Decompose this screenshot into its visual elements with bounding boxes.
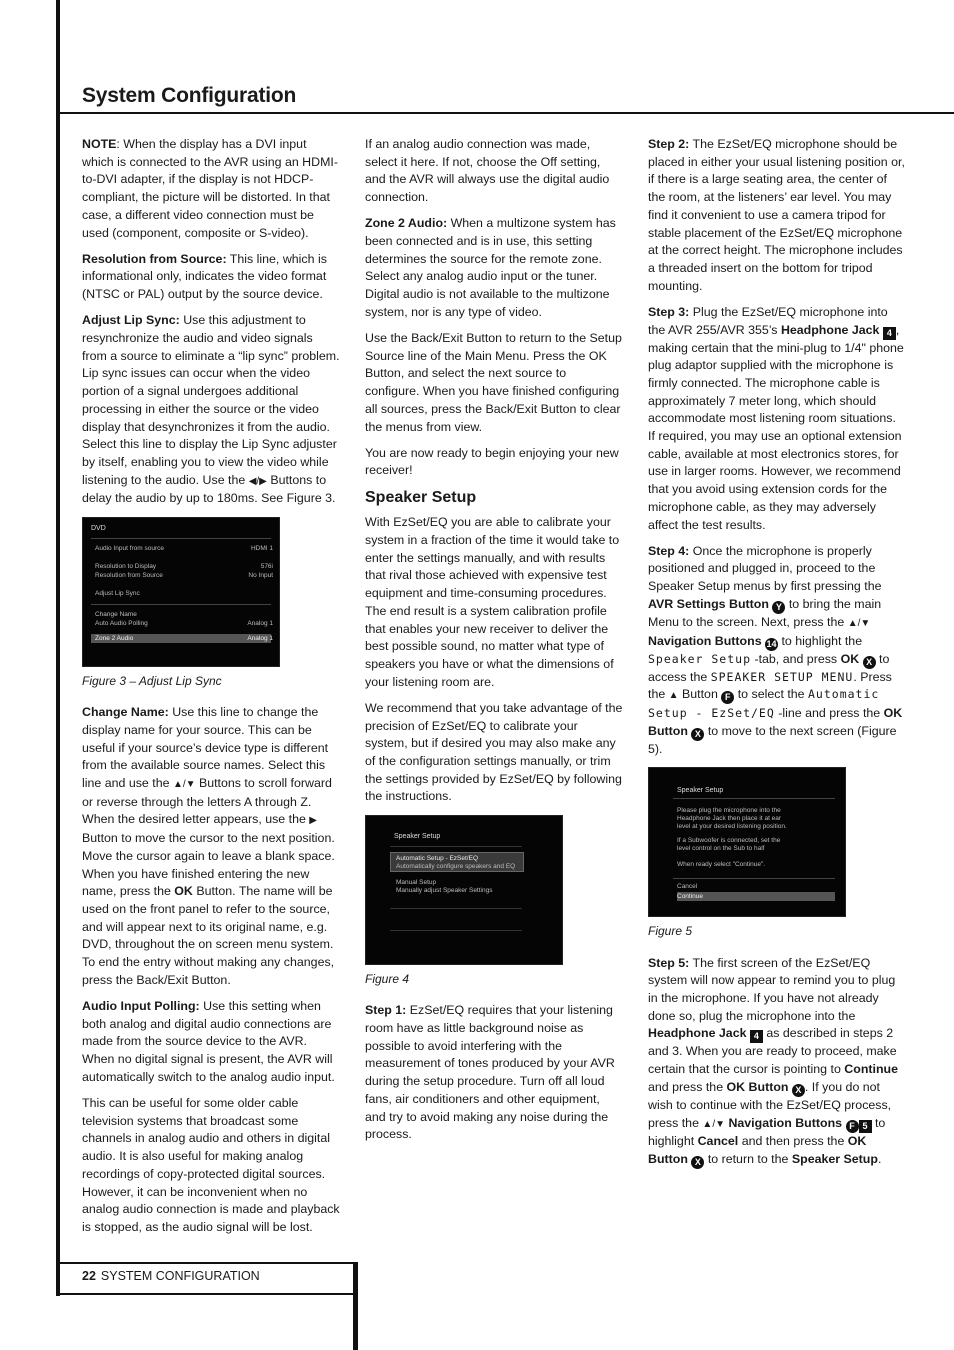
page-title: System Configuration <box>82 84 297 107</box>
analog-paragraph: If an analog audio connection was made, select it here. If not, choose the Off setting, and the AVR will always use the digital audio connection. <box>365 137 610 205</box>
polling-paragraph: Audio Input Polling: Use this setting when both analog and digital audio connections are made from the source device to the AVR. When no digital signal is present, the AVR will automatically switch to the analog audio input. <box>82 999 335 1084</box>
menu-row: Adjust Lip Sync <box>95 589 140 597</box>
ready-paragraph: You are now ready to begin enjoying your new receiver! <box>365 445 619 478</box>
figure-5-screenshot: Speaker Setup Please plug the microphone into the Headphone Jack then place it at ear level at your desired listening position. If a Subwoofer is connected, set the level control on the Sub to half When ready select "Continue". Cancel Continue <box>648 767 846 917</box>
footer-rule-top <box>56 1262 356 1264</box>
key-5-icon: 5 <box>859 1120 872 1133</box>
step-4-paragraph: Step 4: Once the microphone is properly positioned and plugged in, proceed to the Speaker Setup menus by first pressing the AVR Settings Button Y to bring the main Menu to the screen. Next, press the ▲/▼ Navigation Buttons 14 to highlight the Speaker Setup -tab, and press OK X to access the SPEAKER SETUP MENU. Press the ▲ Button F to select the Automatic Setup - EzSet/EQ -line and press the OK Button X to move to the next screen (Figure 5). <box>648 543 903 756</box>
column-1 <box>82 136 340 1245</box>
key-f-icon: F <box>846 1120 859 1133</box>
footer-vertical-bar <box>353 1262 358 1350</box>
up-arrow-icon: ▲ <box>668 690 679 702</box>
key-4-icon: 4 <box>883 327 896 340</box>
ezset-intro-paragraph: With EzSet/EQ you are able to calibrate your system in a fraction of the time it would take to enter the settings manually, and with results that rival those achieved with expensive test equipment and time-consuming procedures. The end result is a system calibration profile that enables your new receiver to deliver the best possible sound, no matter what type of speakers you have or what the dimensions of your listening room are. <box>365 515 620 689</box>
figure-4-screenshot: Speaker Setup Automatic Setup - EzSet/EQ Automatically configure speakers and EQ Manual Setup Manually adjust Speaker Settings <box>365 815 563 965</box>
menu-row-selected: Zone 2 Audio Analog 1 <box>95 634 273 642</box>
key-f-icon: F <box>721 691 734 704</box>
column-2 <box>365 136 623 1152</box>
back-exit-paragraph: Use the Back/Exit Button to return to the Setup Source line of the Main Menu. Press the OK Button, and select the next source to configure. When you have finished configuring all sources, press the Back/Exit Button to clear the menus from view. <box>365 331 622 434</box>
menu-row: Resolution to Display 576i <box>95 562 273 570</box>
up-down-arrows-icon: ▲/▼ <box>172 779 196 791</box>
column-3 <box>648 136 906 1177</box>
resolution-paragraph: Resolution from Source: This line, which is informational only, indicates the video format (NTSC or PAL) output by the source device. <box>82 251 327 302</box>
figure-4-caption: Figure 4 <box>365 971 410 986</box>
up-down-arrows-icon: ▲/▼ <box>847 617 871 629</box>
step-1-paragraph: Step 1: EzSet/EQ requires that your listening room have as little background noise as possible to avoid interfering with the measurement of tones produced by your AVR during the setup procedure. Turn off all loud fans, air conditioners and other equipment, and try to avoid making any noise during the process. <box>365 1003 615 1142</box>
footer-section: SYSTEM CONFIGURATION <box>100 1269 260 1283</box>
lip-sync-paragraph: Adjust Lip Sync: Use this adjustment to resynchronize the audio and video signals from a source to eliminate a “lip sync” problem. Lip sync issues can occur when the video portion of a signal undergoes additional processing in either the source or the video display that desynchronizes it from the audio. Select this line to display the Lip Sync adjuster by itself, enabling you to view the video while listening to the audio. Use the ◀/▶ Buttons to delay the audio by up to 180ms. See Figure 3. <box>82 313 340 506</box>
left-margin-bar <box>56 0 60 1296</box>
figure-3-caption: Figure 3 – Adjust Lip Sync <box>82 673 222 688</box>
step-3-paragraph: Step 3: Plug the EzSet/EQ microphone into the AVR 255/AVR 355’s Headphone Jack 4 , making certain that the mini-plug to 1/4" phone plug adaptor supplied with the microphone is firmly connected. The microphone cable is approximately 7 meter long, which should accommodate most listening room situations. If required, you may use an optional extension cable, available at most electronics stores, for use in larger rooms. However, we recommend that you avoid using extension cords for the microphone cable, as they may adversely affect the test results. <box>648 304 904 532</box>
page-number: 22 <box>82 1269 96 1283</box>
key-x-icon: X <box>691 728 704 741</box>
menu-row: Audio Input from source HDMI 1 <box>95 544 273 552</box>
menu-row: Auto Audio Polling Analog 1 <box>95 619 273 627</box>
key-y-icon: Y <box>772 601 785 614</box>
figure-3-screenshot: DVD Audio Input from source HDMI 1 Resolution to Display 576i Resolution from Source No Input Adjust Lip Sync Change Name Auto Audio Polling Analog 1 Zone 2 Audio Analog 1 <box>82 517 280 667</box>
zone2-paragraph: Zone 2 Audio: When a multizone system has been connected and is in use, this setting determines the source for the remote zone. Select any analog audio input or the tuner. Digital audio is not available to the multizone system, nor is any type of video. <box>365 216 616 319</box>
menu-row: Resolution from Source No Input <box>95 571 273 579</box>
key-x-icon: X <box>792 1084 805 1097</box>
page-footer <box>82 1269 260 1283</box>
step-2-paragraph: Step 2: The EzSet/EQ microphone should be placed in either your usual listening position or, if there is a large seating area, the center of the room, at the listeners’ ear level. You may find it convenient to use a camera tripod for stable placement of the EzSet/EQ microphone at the correct height. The microphone includes a threaded insert on the bottom for tripod mounting. <box>648 137 905 293</box>
up-down-arrows-icon: ▲/▼ <box>702 1118 725 1130</box>
footer-rule-bottom <box>56 1293 356 1295</box>
key-14-icon: 14 <box>766 638 777 649</box>
key-x-icon: X <box>691 1156 704 1169</box>
change-name-paragraph: Change Name: Use this line to change the display name for your source. This can be useful if your source’s device type is different from the available source names. Select this line and use the ▲/▼ Buttons to scroll forward or reverse through the letters A through Z. When the desired letter appears, use the ▶ Button to move the cursor to the next position. Move the cursor again to leave a blank space. When you have finished entering the new name, press the OK Button. The name will be used on the front panel to refer to the source, and will appear next to its original name, e.g. DVD, throughout the on screen menu system. To end the entry without making any changes, press the Back/Exit Button. <box>82 705 335 987</box>
polling-paragraph-2: This can be useful for some older cable television systems that broadcast some channels in analog audio and others in digital audio. It is also useful for making analog recordings of copy-protected digital sources. However, it can be inconvenient when no analog audio connection is made and playback is stopped, as the audio signal will be lost. <box>82 1096 340 1234</box>
figure-5-caption: Figure 5 <box>648 923 693 938</box>
key-4-icon: 4 <box>750 1030 763 1043</box>
right-arrow-icon: ▶ <box>309 815 317 827</box>
speaker-setup-heading: Speaker Setup <box>365 488 477 506</box>
title-rule <box>56 112 954 114</box>
step-5-paragraph: Step 5: The first screen of the EzSet/EQ system will now appear to remind you to plug in the microphone. If you have not already done so, plug the microphone into the Headphone Jack 4 as described in steps 2 and 3. When you are ready to proceed, make certain that the cursor is pointing to Continue and press the OK Button X . If you do not wish to continue with the EzSet/EQ process, press the ▲/▼ Navigation Buttons F 5 to highlight Cancel and then press the OK Button X to return to the Speaker Setup. <box>648 955 898 1167</box>
ezset-recommend-paragraph: We recommend that you take advantage of the precision of EzSet/EQ to calibrate your system, but if desired you may also make any of the configuration settings manually, or trim the settings provided by EzSet/EQ by following the instructions. <box>365 700 623 804</box>
key-x-icon: X <box>863 656 876 669</box>
left-right-arrows-icon: ◀/▶ <box>248 475 267 487</box>
note-paragraph: NOTE: When the display has a DVI input which is connected to the AVR using an HDMI-to-DVI adapter, if the display is not HDCP-compliant, the picture will be distorted. In that case, a different video connection must be used (component, composite or S-video). <box>82 137 338 240</box>
menu-row: Change Name <box>95 610 137 618</box>
